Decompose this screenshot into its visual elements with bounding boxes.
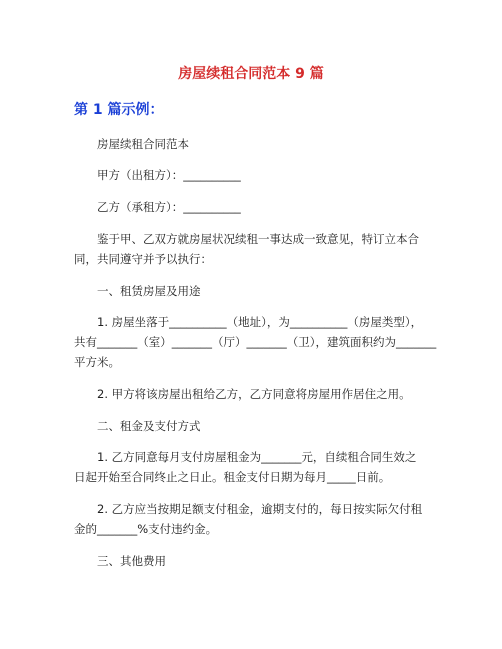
paragraph-contract-name: 房屋续租合同范本	[97, 137, 189, 151]
clause-2-2-line1: 2. 乙方应当按期足额支付租金，逾期支付的，每日按实际欠付租	[97, 502, 423, 516]
clause-1-2: 2. 甲方将该房屋出租给乙方，乙方同意将房屋用作居住之用。	[97, 387, 411, 401]
paragraph-party-a: 甲方（出租方）：__________	[97, 168, 241, 182]
paragraph-party-b: 乙方（承租方）：__________	[97, 200, 241, 214]
clause-1-1-line1: 1. 房屋坐落于__________（地址），为__________（房屋类型），	[97, 315, 423, 329]
document-title: 房屋续租合同范本 9 篇	[178, 66, 324, 82]
clause-heading-3: 三、其他费用	[97, 554, 166, 568]
clause-2-1-line2: 日起开始至合同终止之日止。租金支付日期为每月_____日前。	[74, 470, 391, 484]
clause-heading-2: 二、租金及支付方式	[97, 419, 201, 433]
section-heading: 第 1 篇示例：	[74, 102, 164, 118]
clause-1-1-line2: 共有_______（室）_______（厅）_______（卫），建筑面积约为_______	[74, 335, 437, 349]
paragraph-preamble-line2: 同，共同遵守并予以执行：	[74, 252, 212, 266]
clause-1-1-line3: 平方米。	[74, 355, 120, 369]
clause-2-2-line2: 金的_______%支付违约金。	[74, 522, 218, 536]
clause-2-1-line1: 1. 乙方同意每月支付房屋租金为_______元，自续租合同生效之	[97, 450, 417, 464]
paragraph-preamble-line1: 鉴于甲、乙双方就房屋状况续租一事达成一致意见，特订立本合	[97, 232, 419, 246]
clause-heading-1: 一、租赁房屋及用途	[97, 284, 201, 298]
